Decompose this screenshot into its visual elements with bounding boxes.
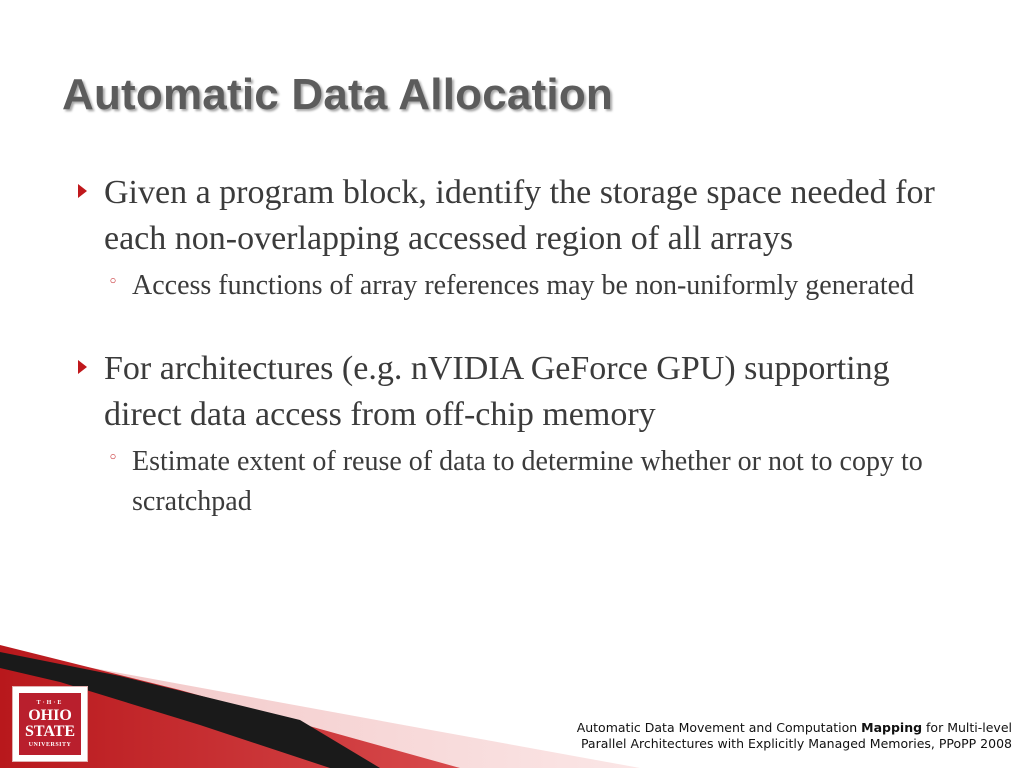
sub-bullet-item [70, 266, 970, 306]
bullet-item [70, 170, 970, 262]
triangle-bullet-icon [78, 184, 87, 198]
university-logo [12, 686, 88, 762]
sub-bullet-text: Estimate extent of reuse of data to determine whether or not to copy to scratchpad [132, 446, 923, 517]
citation-line-2: Parallel Architectures with Explicitly Managed Memories, PPoPP 2008 [580, 736, 1012, 751]
sub-bullet-text: Access functions of array references may be non-uniformly generated [132, 270, 915, 301]
slide-title: Automatic Data Allocation [62, 70, 613, 119]
bullet-text: For architectures (e.g. nVIDIA GeForce GPU) supporting direct data access from off-chip memory [104, 350, 890, 433]
logo-line-university: UNIVERSITY [28, 742, 72, 748]
bullet-list [70, 170, 970, 522]
logo-line-state: STATE [24, 723, 76, 740]
bullet-item [70, 346, 970, 438]
triangle-bullet-icon [78, 360, 87, 374]
footer-citation [577, 720, 1012, 752]
logo-mark [19, 693, 81, 755]
citation-bold: Mapping [861, 720, 923, 735]
circle-bullet-icon: ◦ [108, 448, 119, 468]
logo-line-the: T·H·E [36, 700, 64, 706]
sub-bullet-item [70, 442, 970, 522]
circle-bullet-icon: ◦ [108, 272, 119, 292]
citation-line-1 [577, 720, 1012, 736]
citation-part2: for Multi-level [922, 720, 1012, 735]
citation-part1: Automatic Data Movement and Computation [576, 720, 862, 735]
bullet-text: Given a program block, identify the storage space needed for each non-overlapping accessed region of all arrays [104, 174, 935, 257]
logo-line-ohio: OHIO [28, 707, 72, 724]
